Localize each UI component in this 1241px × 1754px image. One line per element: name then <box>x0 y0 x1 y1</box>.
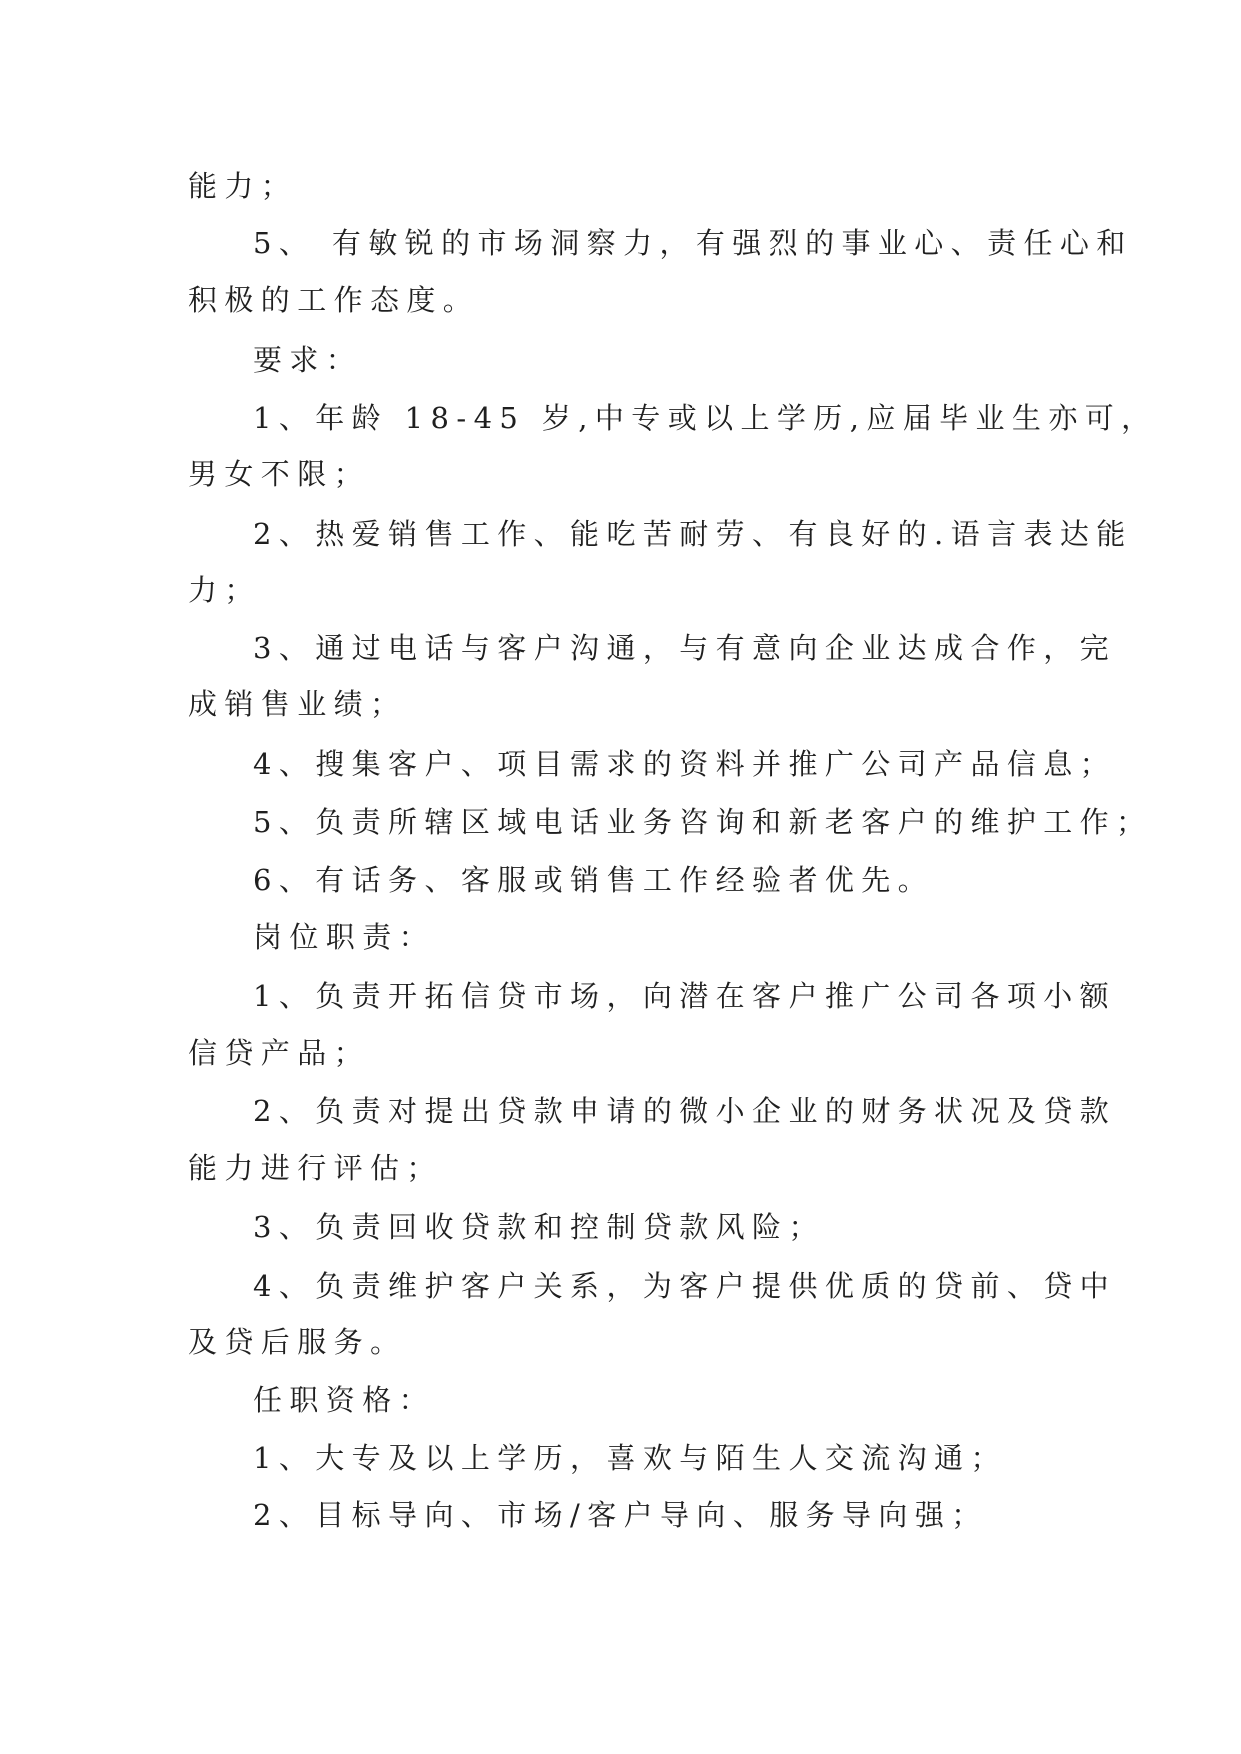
text-line: 男女不限； <box>188 457 371 491</box>
text-line: 及贷后服务。 <box>188 1325 407 1359</box>
text-line: 5、负责所辖区域电话业务咨询和新老客户的维护工作； <box>253 805 1153 839</box>
text-line: 2、负责对提出贷款申请的微小企业的财务状况及贷款 <box>253 1094 1117 1128</box>
text-line: 4、搜集客户、项目需求的资料并推广公司产品信息； <box>253 747 1117 781</box>
text-line: 4、负责维护客户关系，为客户提供优质的贷前、贷中 <box>253 1269 1117 1303</box>
text-line: 1、年龄 18-45 岁,中专或以上学历,应届毕业生亦可， <box>253 401 1158 435</box>
section-heading: 岗位职责： <box>253 920 436 954</box>
text-line: 积极的工作态度。 <box>188 283 480 317</box>
text-line: 3、负责回收贷款和控制贷款风险； <box>253 1210 825 1244</box>
text-line: 1、负责开拓信贷市场，向潜在客户推广公司各项小额 <box>253 979 1117 1013</box>
text-line: 力； <box>188 573 261 607</box>
text-line: 5、 有敏锐的市场洞察力，有强烈的事业心、责任心和 <box>253 226 1133 260</box>
section-heading: 要求： <box>253 343 363 377</box>
text-line: 2、目标导向、市场/客户导向、服务导向强； <box>253 1498 988 1532</box>
text-line: 能力； <box>188 169 298 203</box>
section-heading: 任职资格： <box>253 1383 436 1417</box>
text-line: 1、大专及以上学历，喜欢与陌生人交流沟通； <box>253 1441 1007 1475</box>
text-line: 6、有话务、客服或销售工作经验者优先。 <box>253 863 935 897</box>
text-line: 3、通过电话与客户沟通，与有意向企业达成合作，完 <box>253 631 1117 665</box>
text-line: 信贷产品； <box>188 1036 371 1070</box>
text-line: 成销售业绩； <box>188 687 407 721</box>
text-line: 能力进行评估； <box>188 1151 443 1185</box>
text-line: 2、热爱销售工作、能吃苦耐劳、有良好的.语言表达能 <box>253 517 1133 551</box>
